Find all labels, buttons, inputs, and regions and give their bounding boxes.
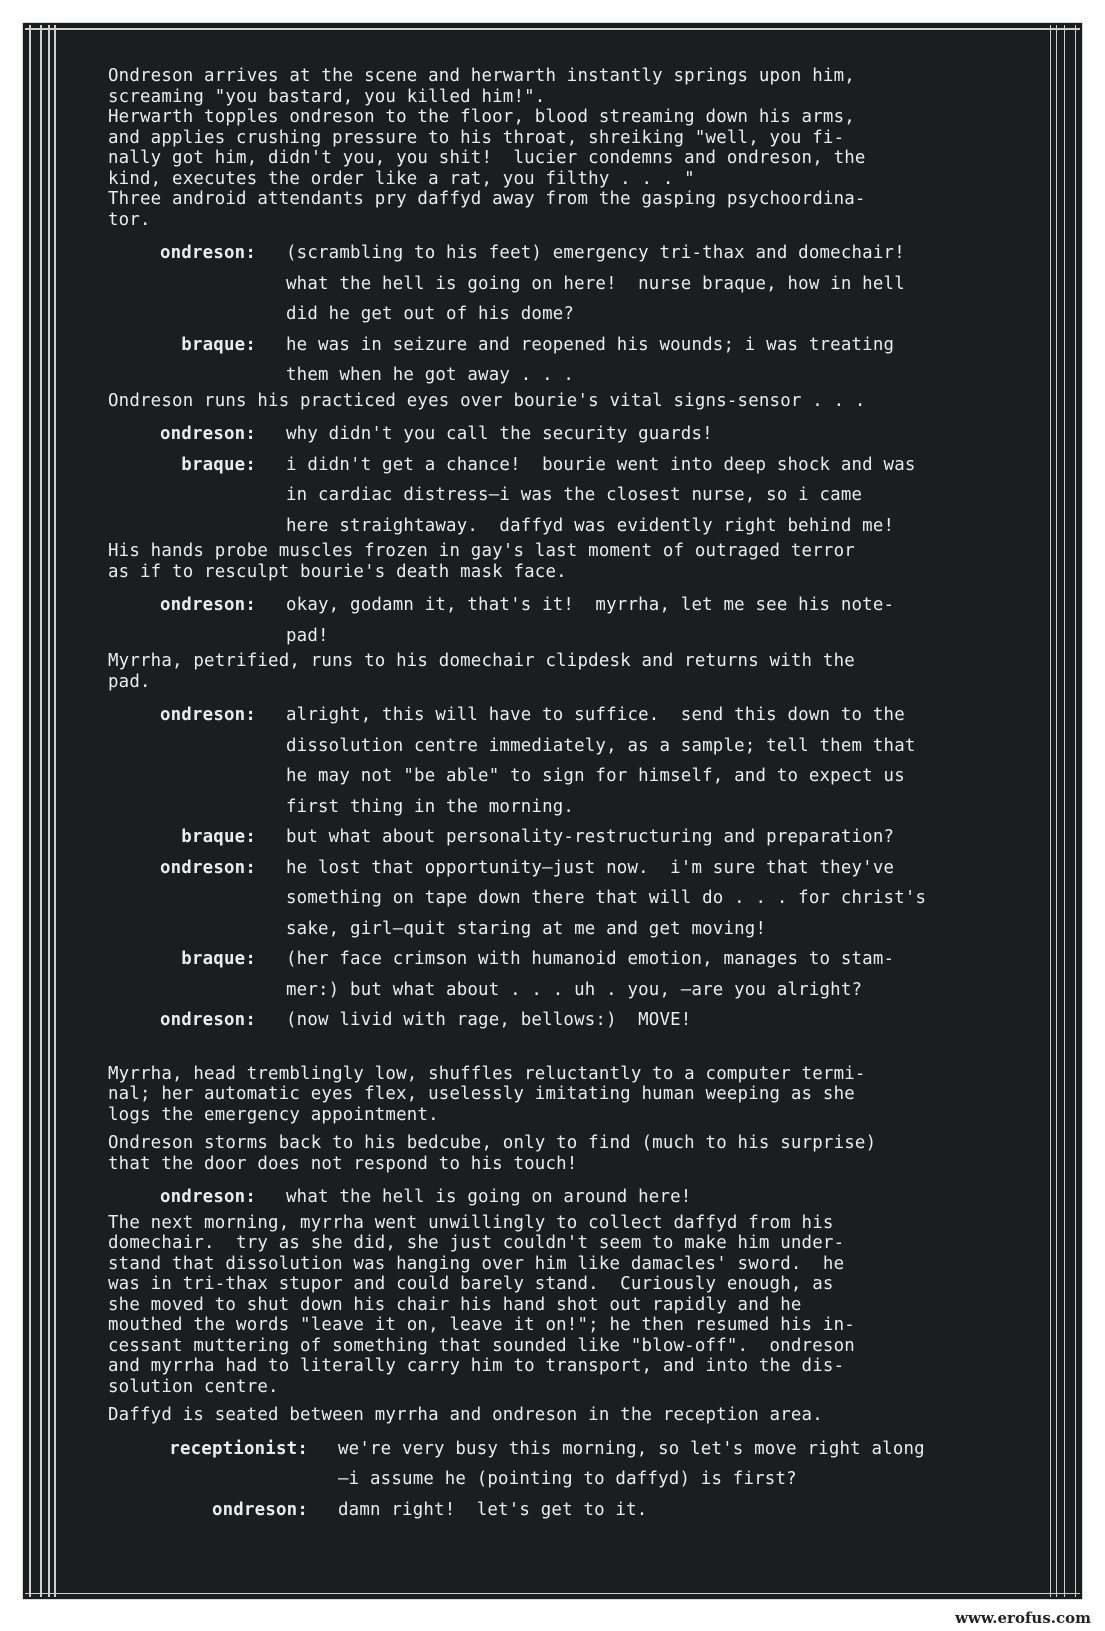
dialogue-line: (her face crimson with humanoid emotion, manages to stam- bbox=[286, 949, 895, 969]
dialogue-line: pad! bbox=[286, 625, 329, 646]
dialogue-line: them when he got away . . . bbox=[286, 365, 575, 385]
narration-line: Daffyd is seated between myrrha and ondreson in the reception area. bbox=[108, 1405, 823, 1425]
narration-line: stand that dissolution was hanging over him like damacles' sword. he bbox=[108, 1253, 845, 1274]
narration-line: she moved to shut down his chair his hand shot out rapidly and he bbox=[108, 1294, 802, 1315]
narration-line: as if to resculpt bourie's death mask face. bbox=[108, 561, 567, 582]
dialogue-line: (now livid with rage, bellows:) MOVE! bbox=[286, 1010, 692, 1030]
narration-line: that the door does not respond to his touch! bbox=[108, 1153, 578, 1174]
dialogue-entry bbox=[108, 944, 1008, 1005]
speaker-label: ondreson: bbox=[159, 705, 256, 725]
speaker-label: ondreson: bbox=[159, 243, 256, 263]
speaker-label: ondreson: bbox=[159, 857, 256, 878]
narration-line: Myrrha, petrified, runs to his domechair clipdesk and returns with the bbox=[108, 651, 855, 671]
narration-line: Ondreson runs his practiced eyes over bourie's vital signs-sensor . . . bbox=[108, 390, 866, 411]
right-border-line bbox=[1064, 25, 1066, 1597]
speaker-label: braque: bbox=[181, 827, 256, 847]
narration-line: pad. bbox=[108, 671, 151, 692]
dialogue-line: sake, girl—quit staring at me and get moving! bbox=[286, 918, 767, 939]
narration-paragraph bbox=[108, 1405, 1008, 1426]
narration-line: tor. bbox=[108, 209, 151, 230]
narration-line: cessant muttering of something that sounded like "blow-off". ondreson bbox=[108, 1335, 855, 1356]
left-border-line bbox=[29, 25, 31, 1597]
dialogue-line: why didn't you call the security guards! bbox=[286, 424, 713, 444]
narration-paragraph bbox=[108, 1213, 1008, 1398]
speaker-label: receptionist: bbox=[169, 1438, 308, 1459]
narration-line: nally got him, didn't you, you shit! lucier condemns and ondreson, the bbox=[108, 148, 866, 168]
left-border-line bbox=[48, 25, 50, 1597]
dialogue-entry bbox=[108, 450, 1008, 542]
dialogue-line: something on tape down there that will do . . . for christ's bbox=[286, 888, 927, 908]
narration-line: Three android attendants pry daffyd away from the gasping psychoordina- bbox=[108, 189, 866, 209]
right-border-line bbox=[1050, 25, 1052, 1597]
bottom-border-line bbox=[25, 1593, 1080, 1595]
speaker-label: ondreson: bbox=[159, 595, 256, 615]
dialogue-line: what the hell is going on around here! bbox=[286, 1187, 692, 1207]
narration-line: solution centre. bbox=[108, 1376, 279, 1397]
dialogue-line: he lost that opportunity—just now. i'm sure that they've bbox=[286, 857, 895, 878]
dialogue-entry bbox=[108, 1005, 1008, 1036]
speaker-label: braque: bbox=[181, 334, 256, 355]
dialogue-line: here straightaway. daffyd was evidently right behind me! bbox=[286, 515, 895, 536]
dialogue-line: first thing in the morning. bbox=[286, 796, 575, 817]
top-border-line bbox=[25, 28, 1080, 30]
narration-line: Herwarth topples ondreson to the floor, blood streaming down his arms, bbox=[108, 107, 855, 127]
dialogue-line: did he get out of his dome? bbox=[286, 304, 575, 324]
dialogue-line: we're very busy this morning, so let's move right along bbox=[338, 1438, 925, 1459]
speaker-label: ondreson: bbox=[159, 1187, 256, 1207]
narration-line: kind, executes the order like a rat, you filthy . . . " bbox=[108, 168, 695, 189]
dialogue-line: okay, godamn it, that's it! myrrha, let me see his note- bbox=[286, 595, 895, 615]
narration-line: Myrrha, head tremblingly low, shuffles reluctantly to a computer termi- bbox=[108, 1063, 866, 1084]
dialogue-line: what the hell is going on here! nurse braque, how in hell bbox=[286, 273, 905, 294]
watermark: www.erofus.com bbox=[955, 1609, 1091, 1627]
narration-line: was in tri-thax stupor and could barely stand. Curiously enough, as bbox=[108, 1274, 834, 1294]
speaker-label: ondreson: bbox=[159, 1010, 256, 1030]
narration-line: nal; her automatic eyes flex, uselessly imitating human weeping as she bbox=[108, 1084, 855, 1104]
narration-paragraph bbox=[108, 651, 1008, 692]
speaker-label: braque: bbox=[181, 949, 256, 969]
narration-paragraph bbox=[108, 391, 1008, 412]
narration-line: Ondreson arrives at the scene and herwarth instantly springs upon him, bbox=[108, 66, 855, 86]
narration-paragraph bbox=[108, 1133, 1008, 1174]
right-border-line bbox=[1056, 25, 1058, 1597]
narration-line: domechair. try as she did, she just couldn't seem to make him under- bbox=[108, 1233, 845, 1253]
dialogue-entry bbox=[108, 238, 1008, 330]
narration-line: logs the emergency appointment. bbox=[108, 1104, 439, 1125]
dialogue-line: i didn't get a chance! bourie went into deep shock and was bbox=[286, 454, 916, 475]
dialogue-entry bbox=[108, 590, 1008, 651]
dialogue-line: (scrambling to his feet) emergency tri-thax and domechair! bbox=[286, 243, 905, 263]
narration-line: and applies crushing pressure to his throat, shreiking "well, you fi- bbox=[108, 127, 845, 148]
narration-line: His hands probe muscles frozen in gay's last moment of outraged terror bbox=[108, 541, 855, 561]
right-border-line bbox=[1075, 25, 1077, 1597]
section-gap bbox=[108, 1036, 1008, 1064]
dialogue-line: he was in seizure and reopened his wounds; i was treating bbox=[286, 334, 895, 355]
dialogue-entry bbox=[108, 1434, 1008, 1495]
dialogue-line: he may not "be able" to sign for himself, and to expect us bbox=[286, 766, 905, 786]
narration-line: The next morning, myrrha went unwillingly to collect daffyd from his bbox=[108, 1212, 834, 1233]
script-text bbox=[108, 66, 1008, 1525]
left-border-line bbox=[40, 25, 42, 1597]
dialogue-line: alright, this will have to suffice. send this down to the bbox=[286, 705, 905, 725]
dialogue-entry bbox=[108, 1182, 1008, 1213]
dialogue-entry bbox=[108, 1495, 1008, 1526]
dialogue-line: in cardiac distress—i was the closest nurse, so i came bbox=[286, 485, 863, 505]
dialogue-entry bbox=[108, 330, 1008, 391]
dialogue-line: damn right! let's get to it. bbox=[338, 1499, 648, 1520]
dialogue-line: —i assume he (pointing to daffyd) is first? bbox=[338, 1469, 797, 1489]
speaker-label: ondreson: bbox=[211, 1499, 308, 1520]
narration-paragraph bbox=[108, 66, 1008, 230]
dialogue-entry bbox=[108, 419, 1008, 450]
dialogue-entry bbox=[108, 700, 1008, 822]
dialogue-line: mer:) but what about . . . uh . you, —are you alright? bbox=[286, 979, 863, 1000]
narration-line: mouthed the words "leave it on, leave it on!"; he then resumed his in- bbox=[108, 1315, 855, 1335]
dialogue-entry bbox=[108, 853, 1008, 945]
left-border-line bbox=[54, 25, 56, 1597]
dialogue-line: dissolution centre immediately, as a sample; tell them that bbox=[286, 735, 916, 756]
narration-line: Ondreson storms back to his bedcube, only to find (much to his surprise) bbox=[108, 1133, 877, 1153]
dialogue-entry bbox=[108, 822, 1008, 853]
narration-paragraph bbox=[108, 541, 1008, 582]
narration-paragraph bbox=[108, 1064, 1008, 1126]
narration-line: screaming "you bastard, you killed him!". bbox=[108, 86, 546, 107]
speaker-label: braque: bbox=[181, 454, 256, 475]
speaker-label: ondreson: bbox=[159, 424, 256, 444]
narration-line: and myrrha had to literally carry him to transport, and into the dis- bbox=[108, 1356, 845, 1376]
dialogue-line: but what about personality-restructuring and preparation? bbox=[286, 827, 895, 847]
